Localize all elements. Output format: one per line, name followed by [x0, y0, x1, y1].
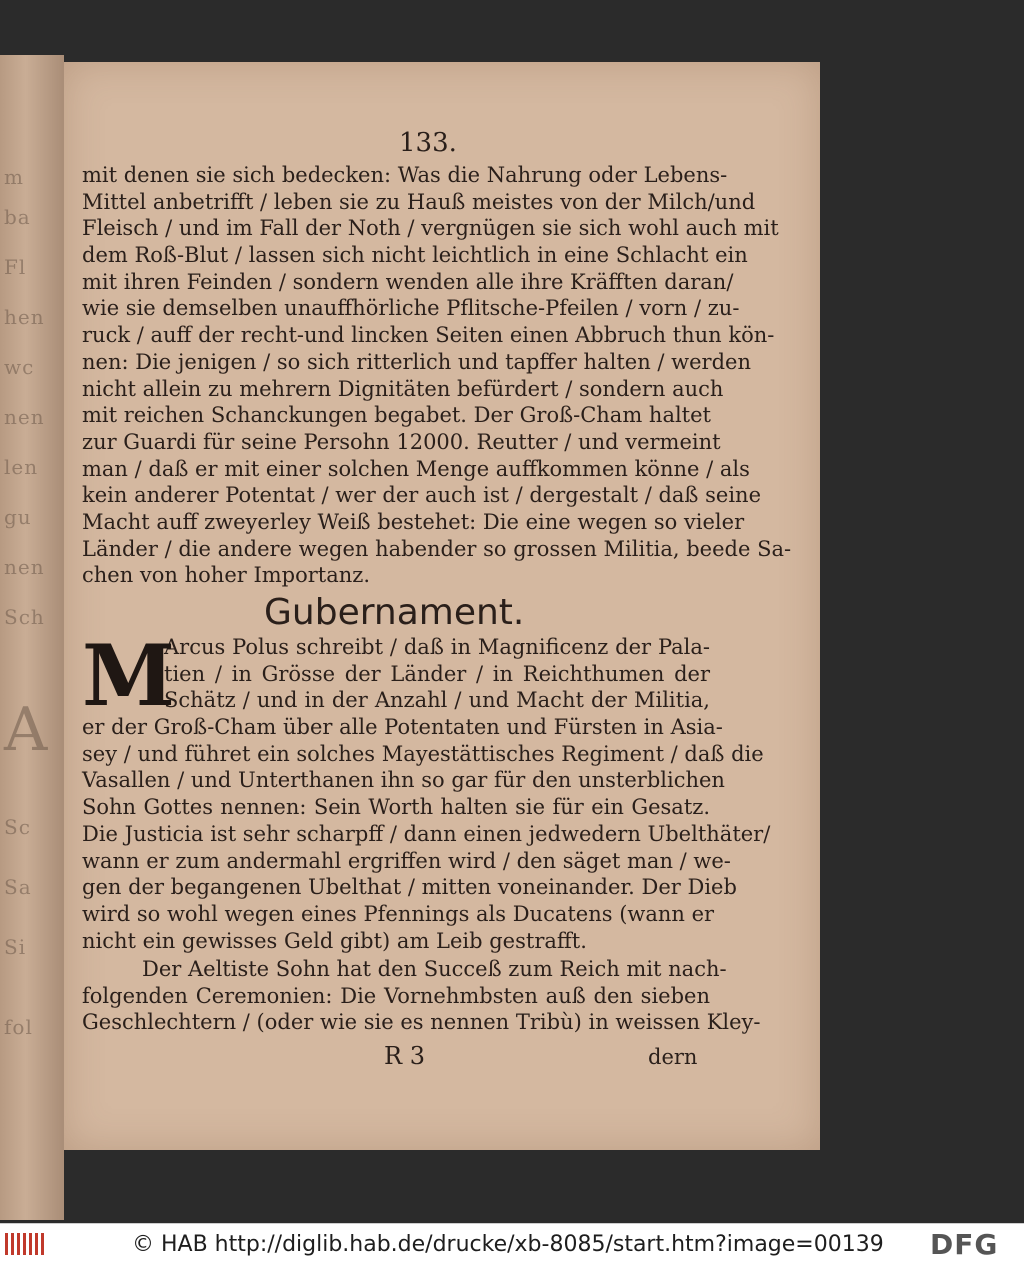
text-line: tien / in Grösse der Länder / in Reichthumen der	[164, 661, 710, 686]
text-line: Arcus Polus schreibt / daß in Magnificenz der Pala-	[164, 635, 710, 659]
text-line: er der Groß-Cham über alle Potentaten und Fürsten in Asia-	[82, 715, 723, 740]
source-link[interactable]: © HAB http://diglib.hab.de/drucke/xb-8085/start.htm?image=00139	[132, 1232, 884, 1257]
text-line: man / daß er mit einer solchen Menge auffkommen könne / als	[82, 456, 750, 481]
text-line: Mittel anbetrifft / leben sie zu Hauß meistes von der Milch/und	[82, 189, 756, 214]
text-line: kein anderer Potentat / wer der auch ist / dergestalt / daß seine	[82, 483, 762, 508]
paragraph-3	[82, 956, 761, 1036]
text-line: Länder / die andere wegen habender so grossen Militia, beede Sa-	[82, 536, 792, 561]
text-line: wird so wohl wegen eines Pfennings als Ducatens (wann er	[82, 901, 715, 926]
section-heading: Gubernament.	[264, 592, 525, 633]
text-line: Schätz / und in der Anzahl / und Macht der Militia,	[164, 688, 710, 713]
text-line: nen: Die jenigen / so sich ritterlich und tapffer halten / werden	[82, 349, 751, 374]
text-line: mit denen sie sich bedecken: Was die Nahrung oder Lebens-	[82, 163, 728, 187]
text-line: nicht allein zu mehrern Dignitäten befürdert / sondern auch	[82, 376, 724, 401]
text-line: ruck / auff der recht-und lincken Seiten einen Abbruch thun kön-	[82, 323, 775, 348]
drop-cap: M	[82, 626, 175, 725]
text-line: chen von hoher Importanz.	[82, 563, 371, 588]
text-line: Fleisch / und im Fall der Noth / vergnügen sie sich wohl auch mit	[82, 216, 779, 241]
text-line: nicht ein gewisses Geld gibt) am Leib gestrafft.	[82, 928, 587, 953]
book-page	[64, 62, 820, 1150]
text-line: sey / und führet ein solches Mayestättisches Regiment / daß die	[82, 741, 764, 766]
text-line: Macht auff zweyerley Weiß bestehet: Die eine wegen so vieler	[82, 509, 745, 534]
text-line: Der Aeltiste Sohn hat den Succeß zum Reich mit nach-	[142, 957, 727, 981]
text-line: mit ihren Feinden / sondern wenden alle ihre Kräfften daran/	[82, 269, 734, 294]
text-line: gen der begangenen Ubelthat / mitten voneinander. Der Dieb	[82, 875, 737, 900]
signature-mark: R 3	[384, 1042, 425, 1070]
text-line: wann er zum andermahl ergriffen wird / den säget man / we-	[82, 848, 731, 873]
text-line: mit reichen Schanckungen begabet. Der Groß-Cham haltet	[82, 403, 711, 428]
catchword: dern	[648, 1045, 698, 1069]
dfg-logo: DFG	[930, 1228, 999, 1261]
text-line: zur Guardi für seine Persohn 12000. Reutter / und vermeint	[82, 429, 721, 454]
paragraph-2	[82, 626, 771, 954]
text-line: wie sie demselben unauffhörliche Pflitsche-Pfeilen / vorn / zu-	[82, 296, 740, 321]
text-line: Vasallen / und Unterthanen ihn so gar für den unsterblichen	[82, 768, 725, 793]
text-line: Geschlechtern / (oder wie sie es nennen Tribù) in weissen Kley-	[82, 1010, 761, 1035]
viewer-footer	[0, 1223, 1024, 1264]
text-line: Sohn Gottes nennen: Sein Worth halten sie für ein Gesatz.	[82, 795, 710, 820]
adjacent-page-edge: m ba Fl hen wc nen len gu nen Sch A Sc Sa Si fol	[0, 55, 64, 1220]
text-line: Die Justicia ist sehr scharpff / dann einen jedwedern Ubelthäter/	[82, 821, 771, 846]
text-line: folgenden Ceremonien: Die Vornehmbsten auß den sieben	[82, 983, 710, 1008]
page-number: 133.	[399, 128, 457, 158]
hab-logo-icon	[4, 1231, 48, 1257]
text-line: dem Roß-Blut / lassen sich nicht leichtlich in eine Schlacht ein	[82, 243, 748, 268]
paragraph-1	[82, 162, 792, 589]
